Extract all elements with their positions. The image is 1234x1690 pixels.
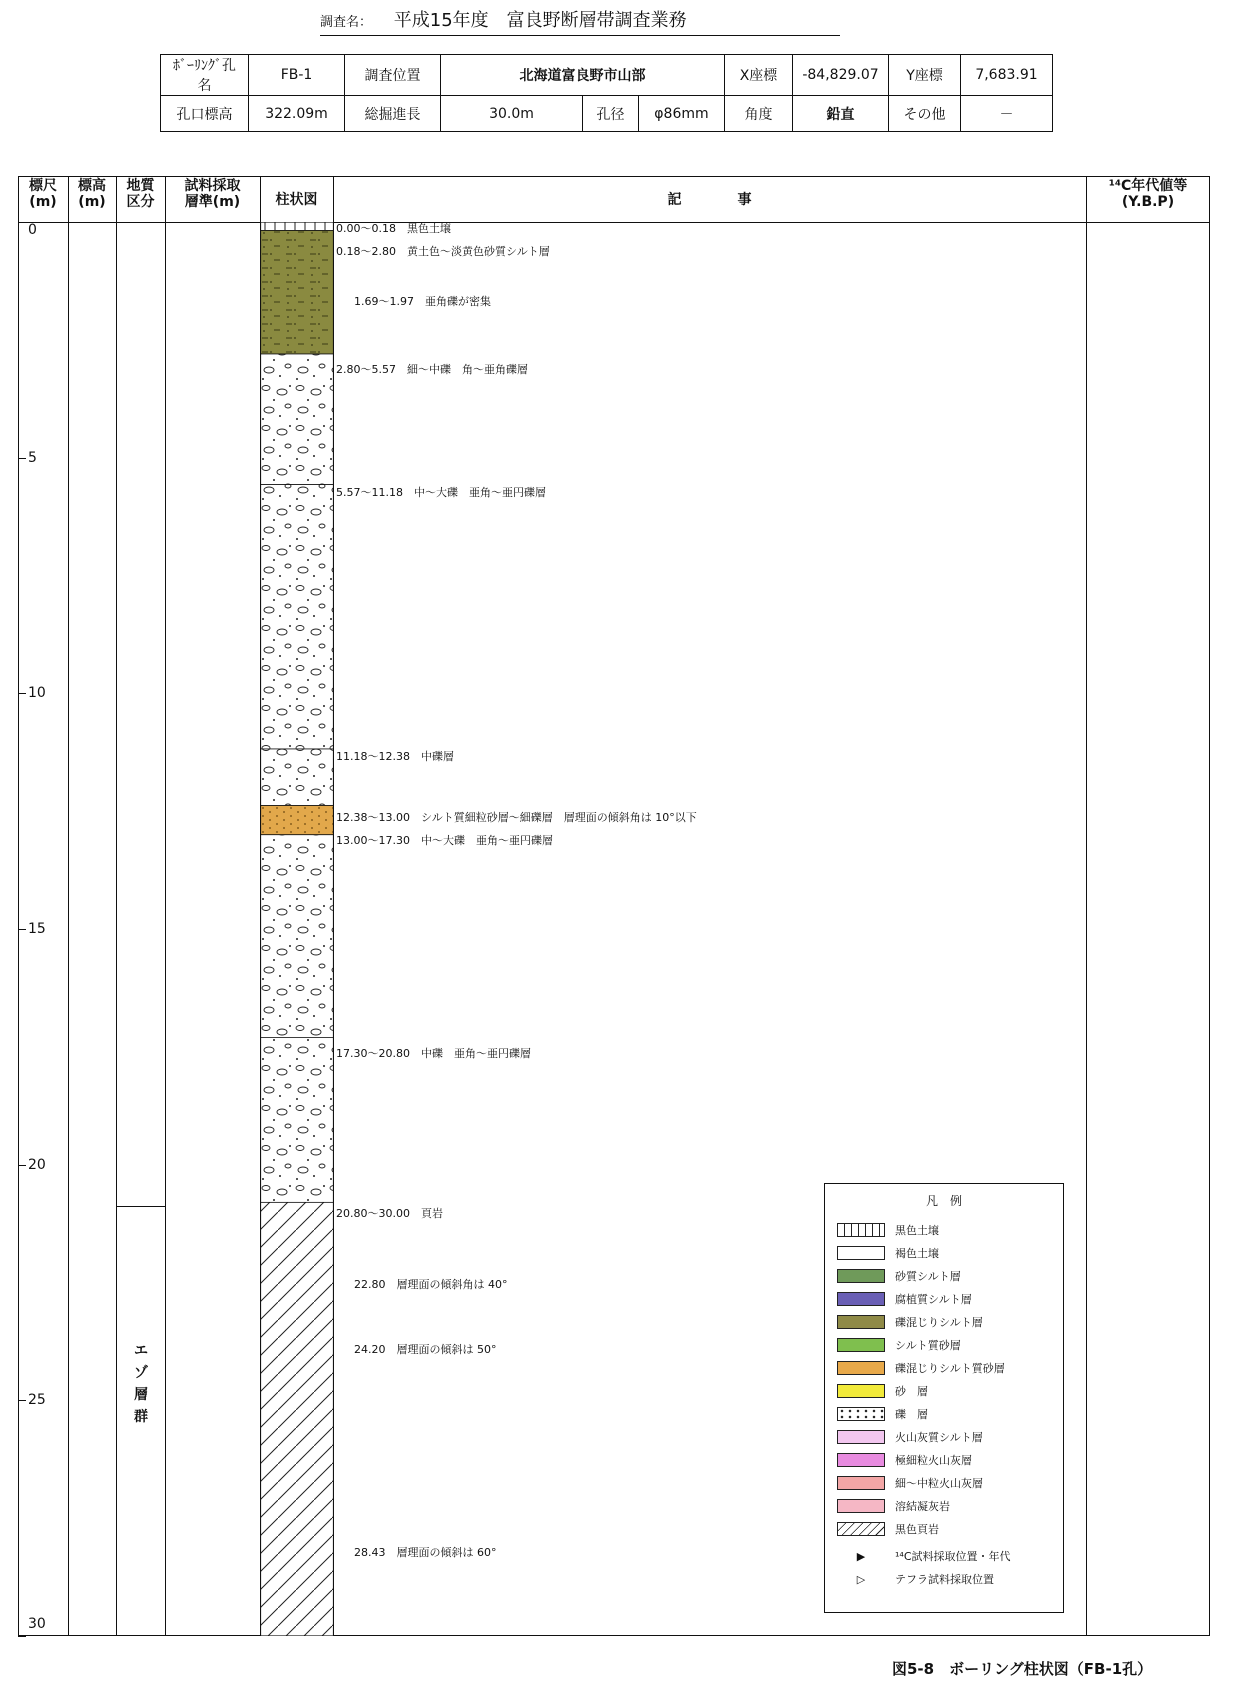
layer-soil — [260, 222, 334, 230]
legend-item — [837, 1519, 939, 1539]
layer-gravel — [260, 749, 334, 806]
description-line: 11.18～12.38 中礫層 — [336, 749, 454, 763]
legend — [824, 1183, 1064, 1613]
legend-swatch — [837, 1476, 885, 1490]
header-scale: 標尺 (m) — [29, 178, 57, 210]
legend-label: 極細粒火山灰層 — [895, 1454, 972, 1467]
info-cell: 7,683.91 — [961, 55, 1053, 96]
description-line: 12.38～13.00 シルト質細粒砂層～細礫層 層理面の傾斜角は 10°以下 — [336, 810, 697, 824]
scale-tick — [18, 222, 26, 223]
description-line: 22.80 層理面の傾斜角は 40° — [354, 1277, 508, 1291]
description-line: 0.00～0.18 黒色土壌 — [336, 221, 451, 235]
info-cell: 角度 — [725, 96, 793, 132]
legend-swatch — [837, 1246, 885, 1260]
info-cell: φ86mm — [638, 96, 724, 132]
info-cell: 総掘進長 — [345, 96, 441, 132]
header-column: 柱状図 — [275, 192, 318, 208]
layer-gravel — [260, 1037, 334, 1202]
scale-tick — [18, 929, 26, 930]
legend-label: 火山灰質シルト層 — [895, 1431, 983, 1444]
filled-triangle-icon: ▶ — [856, 1549, 866, 1563]
info-cell: － — [961, 96, 1053, 132]
legend-label: 腐植質シルト層 — [895, 1293, 972, 1306]
info-cell: その他 — [889, 96, 961, 132]
legend-item — [837, 1335, 961, 1355]
layer-silt — [260, 230, 334, 353]
legend-label: シルト質砂層 — [895, 1339, 961, 1352]
description-line: 28.43 層理面の傾斜は 60° — [354, 1546, 497, 1560]
geo-boundary — [116, 1206, 165, 1207]
layer-group — [260, 222, 334, 1636]
legend-swatch — [837, 1499, 885, 1513]
info-cell: 鉛直 — [793, 96, 889, 132]
scale-number: 5 — [28, 449, 37, 466]
legend-swatch — [837, 1315, 885, 1329]
description-line: 17.30～20.80 中礫 亜角～亜円礫層 — [336, 1046, 531, 1060]
info-cell: 北海道富良野市山部 — [441, 55, 725, 96]
legend-item — [837, 1473, 983, 1493]
legend-title: 凡 例 — [925, 1194, 962, 1208]
info-cell: 孔口標高 — [161, 96, 249, 132]
legend-label: ¹⁴C試料採取位置・年代 — [895, 1550, 1011, 1563]
legend-label: 礫混じりシルト質砂層 — [895, 1362, 1005, 1375]
legend-symbol-item — [837, 1569, 994, 1589]
col-divider — [1086, 176, 1087, 1636]
info-row-1 — [161, 55, 1053, 96]
legend-item — [837, 1266, 961, 1286]
borehole-info-table — [160, 54, 1053, 132]
legend-symbol-item — [837, 1546, 1011, 1566]
info-cell: ﾎﾞｰﾘﾝｸﾞ孔名 — [161, 55, 249, 96]
legend-label: 礫混じりシルト層 — [895, 1316, 983, 1329]
scale-tick — [18, 1400, 26, 1401]
layer-gravel — [260, 485, 334, 749]
legend-label: 砂質シルト層 — [895, 1270, 961, 1283]
scale-number: 0 — [28, 222, 37, 238]
legend-label: 褐色土壌 — [895, 1247, 939, 1260]
legend-item — [837, 1243, 939, 1263]
legend-label: 黒色頁岩 — [895, 1523, 939, 1536]
legend-item — [837, 1289, 972, 1309]
scale-tick — [18, 1165, 26, 1166]
info-cell: -84,829.07 — [793, 55, 889, 96]
info-cell: 調査位置 — [345, 55, 441, 96]
header-description: 記 事 — [667, 192, 752, 208]
info-cell: 322.09m — [249, 96, 345, 132]
legend-swatch — [837, 1338, 885, 1352]
info-cell: Y座標 — [889, 55, 961, 96]
scale-number: 20 — [28, 1156, 46, 1173]
info-cell: X座標 — [725, 55, 793, 96]
columnar-section — [260, 222, 334, 1636]
scale-number: 30 — [28, 1616, 46, 1632]
description-line: 5.57～11.18 中～大礫 亜角～亜円礫層 — [336, 485, 546, 499]
info-cell: 30.0m — [441, 96, 583, 132]
info-row-2 — [161, 96, 1053, 132]
header-sample: 試料採取 層準(m) — [184, 178, 241, 210]
scale-number: 25 — [28, 1392, 46, 1409]
description-line: 13.00～17.30 中～大礫 亜角～亜円礫層 — [336, 834, 553, 848]
scale-number: 10 — [28, 685, 46, 702]
legend-label: 溶結凝灰岩 — [895, 1500, 950, 1513]
legend-item — [837, 1312, 983, 1332]
col-divider — [165, 176, 166, 1636]
description-line: 1.69～1.97 亜角礫が密集 — [354, 294, 491, 308]
survey-name: 平成15年度 富良野断層帯調査業務 — [393, 10, 687, 31]
description-line: 20.80～30.00 頁岩 — [336, 1206, 443, 1220]
layer-gravel — [260, 835, 334, 1038]
legend-label: テフラ試料採取位置 — [895, 1573, 994, 1586]
legend-item — [837, 1381, 928, 1401]
legend-swatch — [837, 1453, 885, 1467]
legend-item — [837, 1496, 950, 1516]
legend-item — [837, 1427, 983, 1447]
legend-label: 黒色土壌 — [895, 1224, 939, 1237]
layer-sand — [260, 806, 334, 835]
legend-item — [837, 1220, 939, 1240]
layer-shale — [260, 1202, 334, 1636]
legend-item — [837, 1450, 972, 1470]
legend-swatch — [837, 1522, 885, 1536]
description-line: 24.20 層理面の傾斜は 50° — [354, 1343, 497, 1357]
header-divider — [18, 222, 1210, 223]
legend-swatch — [837, 1361, 885, 1375]
figure-caption: 図5-8 ボーリング柱状図（FB-1孔） — [892, 1660, 1153, 1678]
layer-gravel — [260, 354, 334, 485]
header-elevation: 標高 (m) — [78, 178, 106, 210]
legend-label: 礫 層 — [895, 1408, 928, 1421]
legend-item — [837, 1404, 928, 1424]
info-cell: FB-1 — [249, 55, 345, 96]
legend-swatch — [837, 1430, 885, 1444]
col-divider — [116, 176, 117, 1636]
header-c14: ¹⁴C年代値等 (Y.B.P) — [1108, 178, 1188, 210]
legend-label: 砂 層 — [895, 1385, 928, 1398]
legend-label: 細～中粒火山灰層 — [895, 1477, 983, 1490]
header-geology: 地質 区分 — [126, 178, 155, 210]
description-line: 2.80～5.57 細～中礫 角～亜角礫層 — [336, 363, 528, 377]
legend-swatch — [837, 1407, 885, 1421]
geo-unit-label: エ ゾ 層 群 — [134, 1343, 148, 1425]
legend-swatch — [837, 1269, 885, 1283]
col-divider — [68, 176, 69, 1636]
survey-label: 調査名： — [320, 15, 373, 30]
legend-swatch — [837, 1292, 885, 1306]
legend-swatch — [837, 1223, 885, 1237]
description-line: 0.18～2.80 黄土色～淡黄色砂質シルト層 — [336, 245, 550, 259]
outline-triangle-icon: ▷ — [856, 1572, 866, 1586]
scale-number: 15 — [28, 921, 46, 937]
info-cell: 孔径 — [583, 96, 639, 132]
legend-swatch — [837, 1384, 885, 1398]
legend-item — [837, 1358, 1005, 1378]
scale-tick — [18, 458, 26, 459]
scale-tick — [18, 1636, 26, 1637]
survey-title — [320, 6, 840, 36]
scale-tick — [18, 693, 26, 694]
